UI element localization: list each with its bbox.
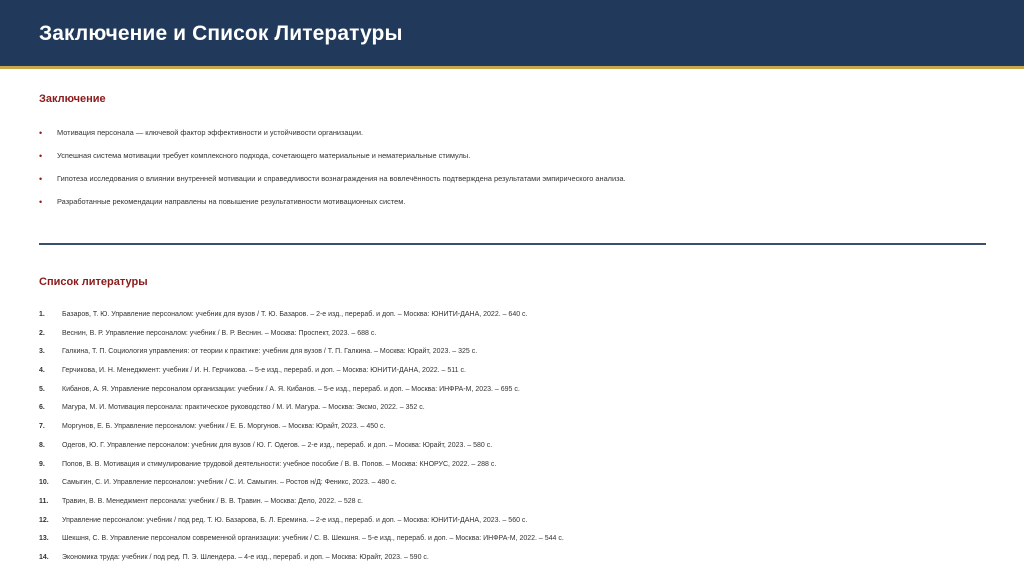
list-item: [39, 173, 979, 196]
references-list: [39, 309, 999, 571]
references-heading: Список литературы: [39, 276, 148, 288]
list-item: [39, 196, 979, 219]
reference-text: Магура, М. И. Мотивация персонала: практическое руководство / М. И. Магура. – Москва: Эксмо, 2022. – 352 с.: [62, 404, 425, 412]
list-item: [39, 150, 979, 173]
reference-text: Кибанов, А. Я. Управление персоналом организации: учебник / А. Я. Кибанов. – 5-е изд., перераб. и доп. – Москва: ИНФРА-М, 2023. – 695 с.: [62, 385, 520, 393]
bullet-dot-icon: •: [39, 197, 43, 207]
reference-item: [39, 515, 999, 534]
reference-text: Экономика труда: учебник / под ред. П. Э. Шлендера. – 4-е изд., перераб. и доп. – Москва: Юрайт, 2023. – 590 с.: [62, 553, 429, 561]
reference-number: 10.: [39, 479, 49, 487]
reference-number: 6.: [39, 404, 45, 412]
reference-text: Веснин, В. Р. Управление персоналом: учебник / В. Р. Веснин. – Москва: Проспект, 2023. – 688 с.: [62, 329, 377, 337]
reference-text: Герчикова, И. Н. Менеджмент: учебник / И. Н. Герчикова. – 5-е изд., перераб. и доп. – Москва: ЮНИТИ-ДАНА, 2022. – 511 с.: [62, 367, 466, 375]
reference-item: [39, 477, 999, 496]
reference-text: Попов, В. В. Мотивация и стимулирование трудовой деятельности: учебное пособие / В. В. Попов. – Москва: КНОРУС, 2022. – 288 с.: [62, 460, 497, 468]
reference-item: [39, 384, 999, 403]
reference-item: [39, 346, 999, 365]
reference-number: 4.: [39, 367, 45, 375]
section-divider: [39, 243, 986, 245]
reference-item: [39, 365, 999, 384]
reference-item: [39, 309, 999, 328]
reference-item: [39, 402, 999, 421]
slide-header: [0, 0, 1024, 69]
reference-text: Галкина, Т. П. Социология управления: от теории к практике: учебник для вузов / Т. П. Галкина. – Москва: Юрайт, 2023. – 325 с.: [62, 348, 478, 356]
reference-number: 5.: [39, 385, 45, 393]
reference-number: 7.: [39, 423, 45, 431]
bullet-dot-icon: •: [39, 174, 43, 184]
reference-text: Базаров, Т. Ю. Управление персоналом: учебник для вузов / Т. Ю. Базаров. – 2-е изд., перераб. и доп. – Москва: ЮНИТИ-ДАНА, 2022. – 640 с.: [62, 311, 528, 318]
reference-number: 3.: [39, 348, 45, 356]
reference-text: Управление персоналом: учебник / под ред. Т. Ю. Базарова, Б. Л. Еремина. – 2-е изд., перераб. и доп. – Москва: ЮНИТИ-ДАНА, 2023. – 560 с.: [62, 516, 528, 524]
bullet-text: Разработанные рекомендации направлены на повышение результативности мотивационных систем.: [57, 197, 406, 206]
reference-text: Одегов, Ю. Г. Управление персоналом: учебник для вузов / Ю. Г. Одегов. – 2-е изд., перераб. и доп. – Москва: Юрайт, 2023. – 580 с.: [62, 441, 493, 449]
reference-number: 13.: [39, 535, 49, 543]
reference-number: 12.: [39, 516, 49, 524]
bullet-text: Мотивация персонала — ключевой фактор эффективности и устойчивости организации.: [57, 128, 364, 137]
reference-number: 11.: [39, 497, 49, 505]
reference-item: [39, 440, 999, 459]
bullet-dot-icon: •: [39, 151, 43, 161]
reference-number: 14.: [39, 553, 49, 561]
list-item: [39, 127, 979, 150]
reference-number: 8.: [39, 441, 45, 449]
reference-item: [39, 552, 999, 571]
reference-item: [39, 459, 999, 478]
slide-title: Заключение и Список Литературы: [39, 22, 403, 45]
reference-item: [39, 496, 999, 515]
bullet-dot-icon: •: [39, 128, 43, 138]
reference-item: [39, 328, 999, 347]
conclusion-heading: Заключение: [39, 93, 106, 105]
reference-item: [39, 533, 999, 552]
conclusion-list: [39, 127, 979, 219]
bullet-text: Успешная система мотивации требует комплексного подхода, сочетающего материальные и нематериальные стимулы.: [57, 151, 471, 160]
reference-text: Шекшня, С. В. Управление персоналом современной организации: учебник / С. В. Шекшня. – 5-е изд., перераб. и доп. – Москва: ИНФРА-М, 2022. – 544 с.: [62, 535, 564, 543]
reference-item: [39, 421, 999, 440]
reference-number: 1.: [39, 311, 45, 318]
reference-number: 2.: [39, 329, 45, 337]
reference-text: Самыгин, С. И. Управление персоналом: учебник / С. И. Самыгин. – Ростов н/Д: Феникс, 2023. – 480 с.: [62, 479, 397, 487]
reference-text: Травин, В. В. Менеджмент персонала: учебник / В. В. Травин. – Москва: Дело, 2022. – 528 с.: [62, 497, 363, 505]
bullet-text: Гипотеза исследования о влиянии внутренней мотивации и справедливости вознаграждения на вовлечённость подтверждена результатами эмпирического анализа.: [57, 174, 626, 183]
reference-text: Моргунов, Е. Б. Управление персоналом: учебник / Е. Б. Моргунов. – Москва: Юрайт, 2023. – 450 с.: [62, 423, 386, 431]
reference-number: 9.: [39, 460, 45, 468]
